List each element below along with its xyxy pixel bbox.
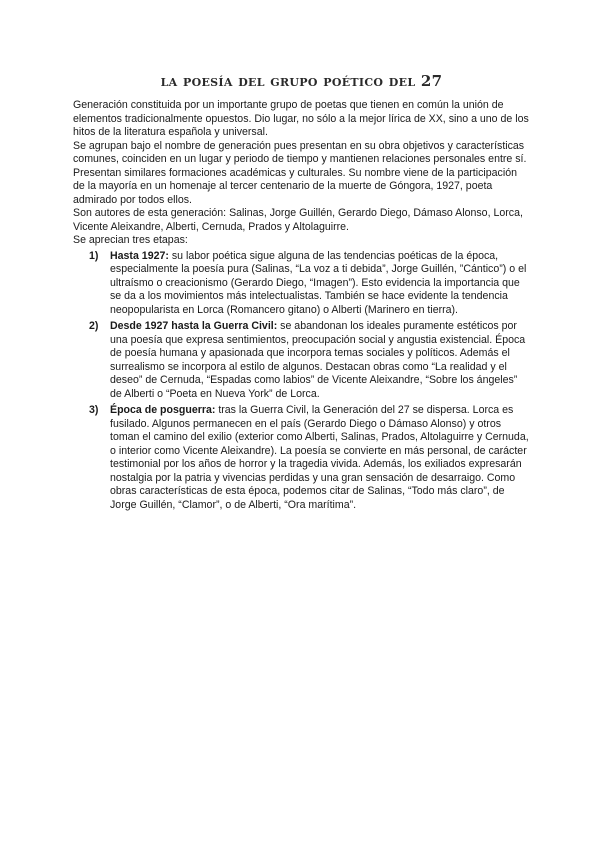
authors-paragraph: Son autores de esta generación: Salinas, Jorge Guillén, Gerardo Diego, Dámaso Alonso, Lorca, Vicente Aleixandre, Alberti, Cernuda, Prados y Altolaguirre. <box>73 207 523 233</box>
list-item <box>73 250 530 318</box>
list-item <box>73 320 530 401</box>
stages-list <box>73 250 530 513</box>
stage-heading: Hasta 1927: <box>110 249 169 262</box>
generation-paragraph: Se agrupan bajo el nombre de generación pues presentan en su obra objetivos y características comunes, coinciden en un lugar y periodo de tiempo y mantienen relaciones personales entre sí. Presentan similares formaciones académicas y culturales. Su nombre viene de la participación de la mayoría en un homenaje al tercer centenario de la muerte de Góngora, 1927, poeta admirado por todos ellos. <box>73 139 527 206</box>
stages-intro: Se aprecian tres etapas: <box>73 234 188 246</box>
stage-heading: Desde 1927 hasta la Guerra Civil: <box>110 320 278 332</box>
stage-text: tras la Guerra Civil, la Generación del 27 se dispersa. Lorca es fusilado. Algunos permanecen en el país (Gerardo Diego o Dámaso Alonso) y otros toman el camino del exilio (exterior como Alberti, Salinas, Prados, Altolaguirre y Cernuda, o interior como Vicente Aleixandre). La poesía se convierte en más personal, de carácter testimonial por los años de horror y la tragedia vivida. Además, los exiliados expresarán nostalgia por la patria y vivencias perdidas y una gran sensación de desarraigo. Como obras características de esta época, podemos citar de Salinas, “Todo más claro”, de Jorge Guillén, “Clamor”, o de Alberti, “Ora marítima”. <box>110 404 529 511</box>
list-number: 3) <box>89 404 99 416</box>
list-number: 2) <box>89 320 99 332</box>
list-item <box>73 404 530 512</box>
page-title: la poesía del grupo poético del 27 <box>160 72 443 90</box>
list-number: 1) <box>89 249 99 262</box>
stage-heading: Época de posguerra: <box>110 404 216 416</box>
stage-text: su labor poética sigue alguna de las tendencias poéticas de la época, especialmente la poesía pura (Salinas, “La voz a ti debida”, Jorge Guillén, ”Cántico”) o el ultraísmo o creacionismo (Gerardo Diego, “Imagen”). Esto evidencia la importancia que se da a los movimientos más intelectualistas. También se hace evidente la tendencia neopopularista en Lorca (Romancero gitano) o Alberti (Marinero en tierra). <box>110 249 527 316</box>
stage-text: se abandonan los ideales puramente estéticos por una poesía que expresa sentimientos, preocupación social y angustia existencial. Época de poesía humana y apasionada que incorpora temas sociales y políticos. Además el surrealismo se incorpora al estilo de algunos. Destacan obras como “La realidad y el deseo” de Cernuda, “Espadas como labios” de Vicente Aleixandre, “Sobre los ángeles” de Alberti o “Poeta en Nueva York” de Lorca. <box>110 320 526 400</box>
intro-paragraph: Generación constituida por un importante grupo de poetas que tienen en común la unión de elementos tradicionalmente opuestos. Dio lugar, no sólo a la mejor lírica de XX, sino a uno de los hitos de la literatura española y universal. <box>73 99 529 138</box>
